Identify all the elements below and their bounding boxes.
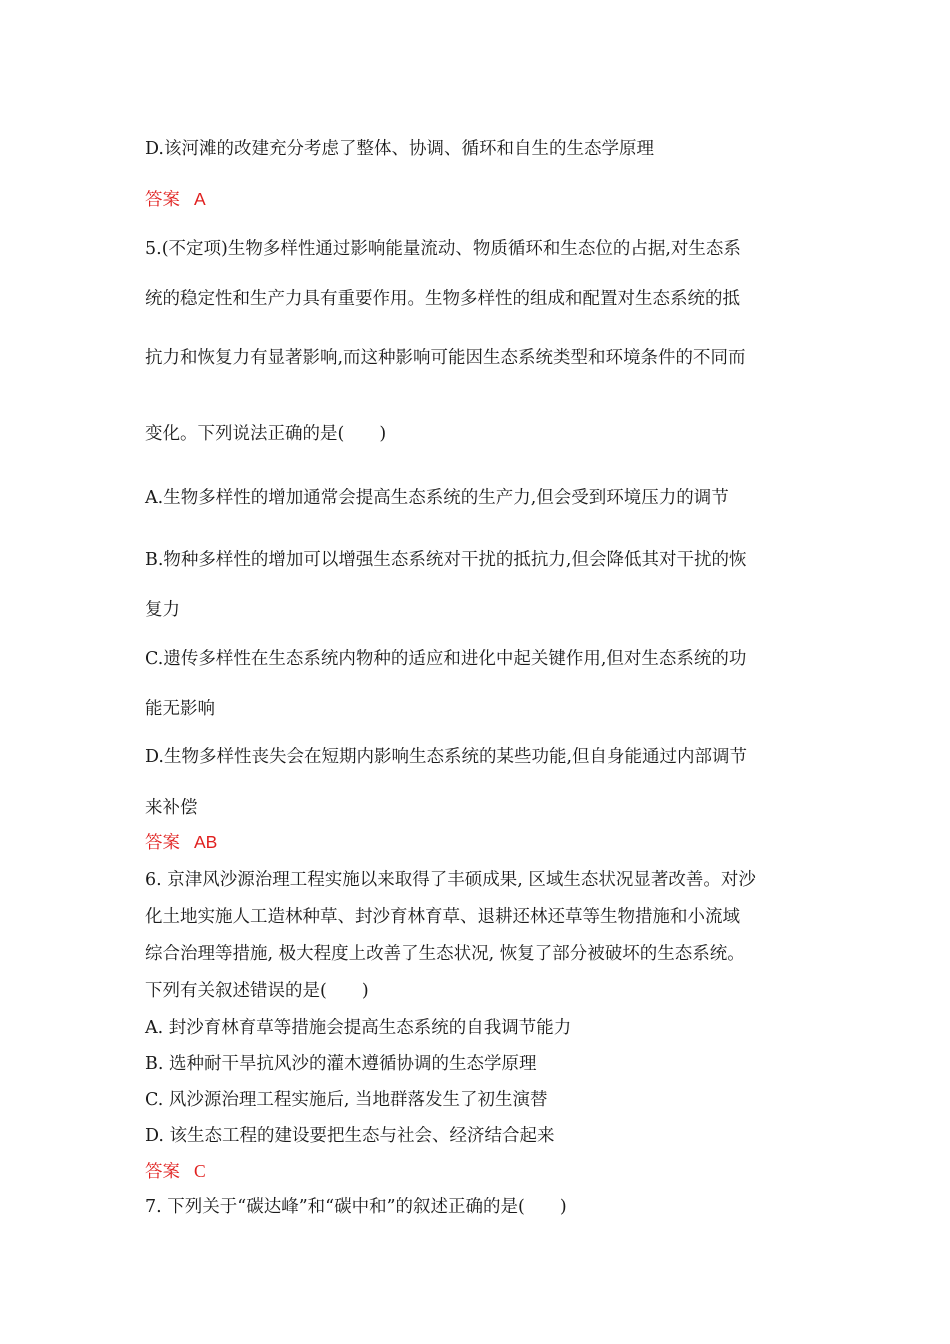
q6-option-c: C. 风沙源治理工程实施后, 当地群落发生了初生演替 xyxy=(145,1090,548,1110)
answer-label: 答案 xyxy=(145,190,180,210)
q5-stem-line-2: 统的稳定性和生产力具有重要作用。生物多样性的组成和配置对生态系统的抵 xyxy=(145,289,740,309)
q5-option-d-line-1: D.生物多样性丧失会在短期内影响生态系统的某些功能,但自身能通过内部调节 xyxy=(145,747,748,767)
q6-stem-line-2: 化土地实施人工造林种草、封沙育林育草、退耕还林还草等生物措施和小流域 xyxy=(145,907,740,927)
q5-option-c-line-2: 能无影响 xyxy=(145,699,215,719)
q6-option-a: A. 封沙育林育草等措施会提高生态系统的自我调节能力 xyxy=(145,1018,572,1038)
answer-label: 答案 xyxy=(145,833,180,853)
q5-option-b-line-2: 复力 xyxy=(145,600,180,620)
q4-option-d: D.该河滩的改建充分考虑了整体、协调、循环和自生的生态学原理 xyxy=(145,139,654,159)
answer-label: 答案 xyxy=(145,1162,180,1182)
q6-stem-line-1: 6. 京津风沙源治理工程实施以来取得了丰硕成果, 区域生态状况显著改善。对沙 xyxy=(145,870,756,890)
q7-stem: 7. 下列关于“碳达峰”和“碳中和”的叙述正确的是( ) xyxy=(145,1197,567,1217)
answer-value: AB xyxy=(194,832,218,852)
answer-value: A xyxy=(194,189,206,209)
answer-value: C xyxy=(194,1161,206,1181)
q5-option-c-line-1: C.遗传多样性在生态系统内物种的适应和进化中起关键作用,但对生态系统的功 xyxy=(145,649,747,669)
q5-answer xyxy=(145,830,217,855)
q5-stem-line-3: 抗力和恢复力有显著影响,而这种影响可能因生态系统类型和环境条件的不同而 xyxy=(145,348,746,368)
q5-option-b-line-1: B.物种多样性的增加可以增强生态系统对干扰的抵抗力,但会降低其对干扰的恢 xyxy=(145,550,747,570)
q5-stem-line-4: 变化。下列说法正确的是( ) xyxy=(145,424,387,444)
q5-option-a: A.生物多样性的增加通常会提高生态系统的生产力,但会受到环境压力的调节 xyxy=(145,488,729,508)
q6-stem-line-4: 下列有关叙述错误的是( ) xyxy=(145,981,369,1001)
q6-stem-line-3: 综合治理等措施, 极大程度上改善了生态状况, 恢复了部分被破坏的生态系统。 xyxy=(145,944,745,964)
q5-stem-line-1: 5.(不定项)生物多样性通过影响能量流动、物质循环和生态位的占据,对生态系 xyxy=(145,239,741,259)
q4-answer xyxy=(145,187,206,212)
q6-answer xyxy=(145,1159,206,1184)
q6-option-d: D. 该生态工程的建设要把生态与社会、经济结合起来 xyxy=(145,1126,555,1146)
q6-option-b: B. 选种耐干旱抗风沙的灌木遵循协调的生态学原理 xyxy=(145,1054,537,1074)
q5-option-d-line-2: 来补偿 xyxy=(145,798,198,818)
